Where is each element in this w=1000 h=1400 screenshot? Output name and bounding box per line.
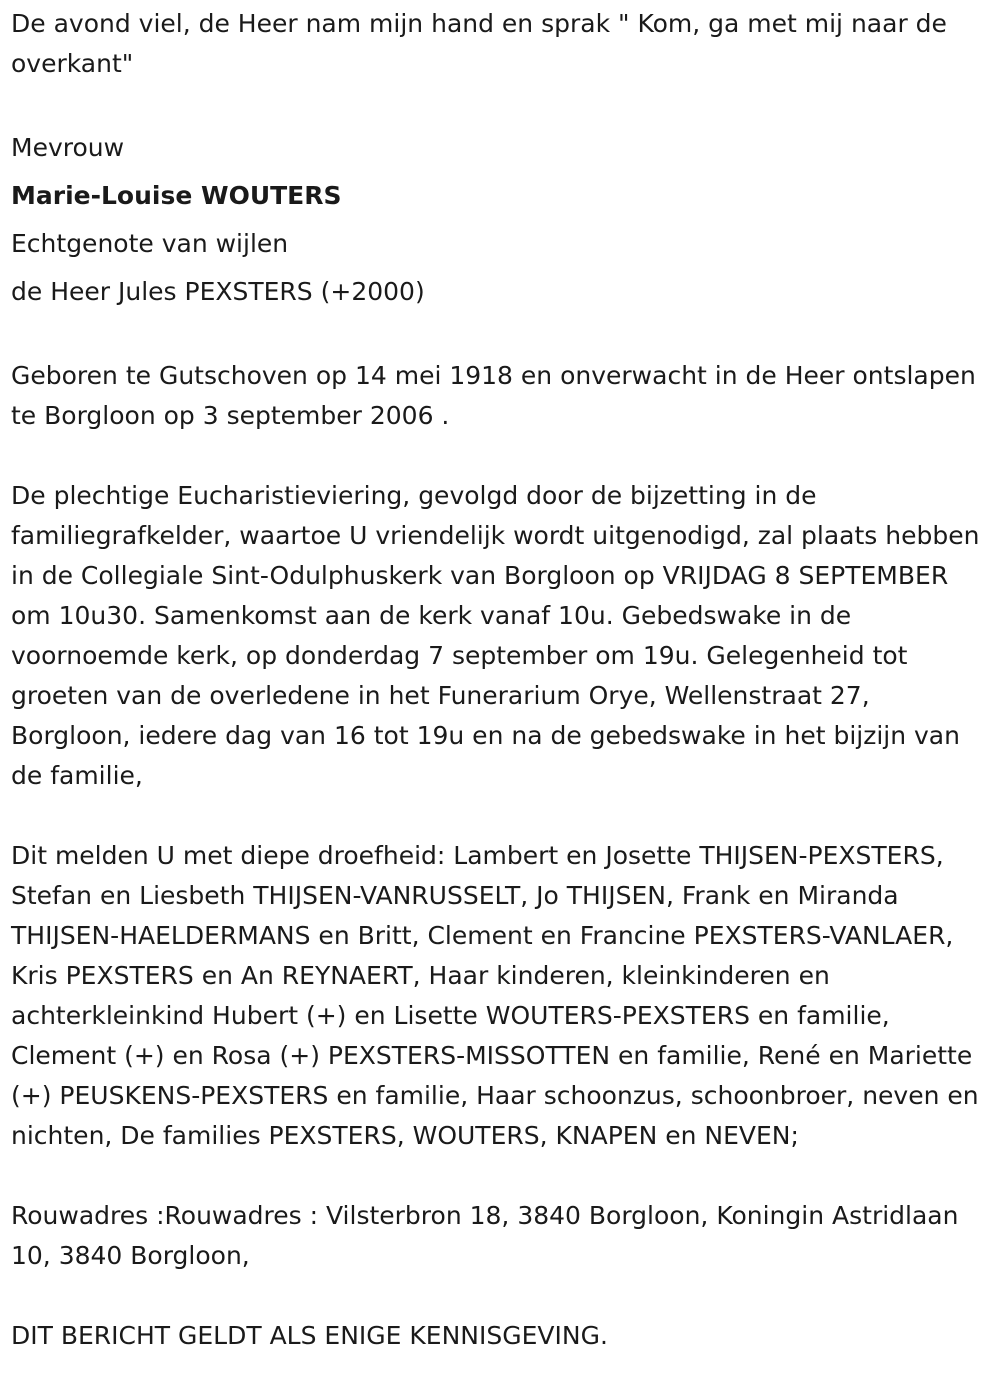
mourning-address: Rouwadres :Rouwadres : Vilsterbron 18, 3840 Borgloon, Koningin Astridlaan 10, 3840 Borgloon,: [11, 1201, 959, 1270]
spacer: [11, 316, 989, 356]
deceased-name: Marie-Louise WOUTERS: [11, 181, 342, 210]
spacer: [11, 1156, 989, 1196]
spacer: [11, 436, 989, 476]
spacer: [11, 1276, 989, 1316]
relation-line: Echtgenote van wijlen: [11, 229, 289, 258]
spacer: [11, 796, 989, 836]
spouse-line: de Heer Jules PEXSTERS (+2000): [11, 277, 425, 306]
mourners-paragraph: Dit melden U met diepe droefheid: Lambert en Josette THIJSEN-PEXSTERS, Stefan en Liesbeth THIJSEN-VANRUSSELT, Jo THIJSEN, Frank en Miranda THIJSEN-HAELDERMANS en Britt, Clement en Francine PEXSTERS-VANLAER, Kris PEXSTERS en An REYNAERT, Haar kinderen, kleinkinderen en achterkleinkind Hubert (+) en Lisette WOUTERS-PEXSTERS en familie, Clement (+) en Rosa (+) PEXSTERS-MISSOTTEN en familie, René en Mariette (+) PEUSKENS-PEXSTERS en familie, Haar schoonzus, schoonbroer, neven en nichten, De families PEXSTERS, WOUTERS, KNAPEN en NEVEN;: [11, 841, 979, 1150]
obituary-document: [11, 4, 989, 1356]
spacer: [11, 84, 989, 124]
service-paragraph: De plechtige Eucharistieviering, gevolgd door de bijzetting in de familiegrafkelder, waartoe U vriendelijk wordt uitgenodigd, zal plaats hebben in de Collegiale Sint-Odulphuskerk van Borgloon op VRIJDAG 8 SEPTEMBER om 10u30. Samenkomst aan de kerk vanaf 10u. Gebedswake in de voornoemde kerk, op donderdag 7 september om 19u. Gelegenheid tot groeten van de overledene in het Funerarium Orye, Wellenstraat 27, Borgloon, iedere dag van 16 tot 19u en na de gebedswake in het bijzijn van de familie,: [11, 481, 980, 790]
opening-quote: De avond viel, de Heer nam mijn hand en sprak " Kom, ga met mij naar de overkant": [11, 9, 947, 78]
notice-line: DIT BERICHT GELDT ALS ENIGE KENNISGEVING.: [11, 1321, 608, 1350]
salutation: Mevrouw: [11, 133, 125, 162]
birth-death-paragraph: Geboren te Gutschoven op 14 mei 1918 en onverwacht in de Heer ontslapen te Borgloon op 3 september 2006 .: [11, 361, 976, 430]
